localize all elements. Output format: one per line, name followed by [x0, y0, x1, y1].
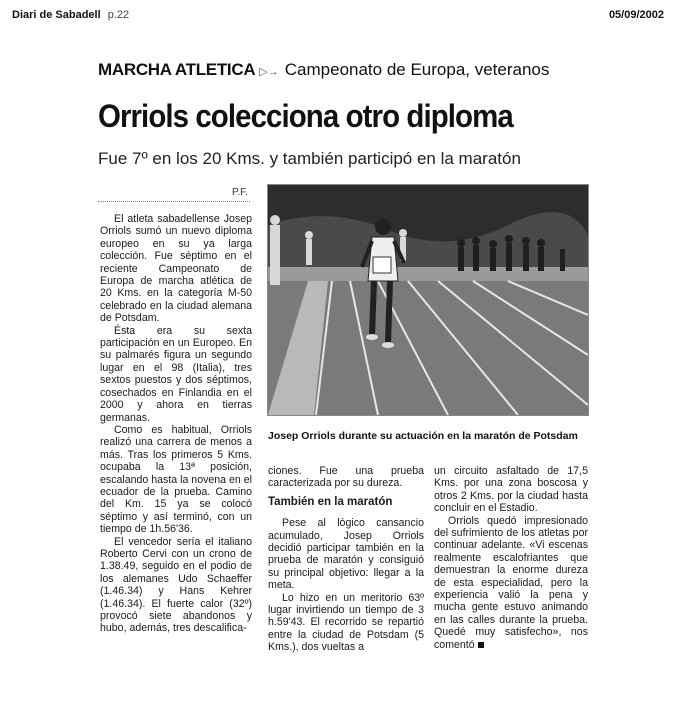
paragraph: Ésta era su sexta participación en un Europeo. En su palmarés figura un segundo lugar en el 98 (Italia), tres sextos puestos y dos séptimos, cosechados en Finlandia en el 2000 y ahora en tierras germanas.	[100, 324, 252, 424]
article-column-3	[434, 465, 588, 651]
article-column-1	[100, 213, 252, 635]
paragraph: Pese al lógico cansancio acumulado, Josep Orriols decidió participar también en la prueba de maratón y consiguió su principal objetivo: llegar a la meta.	[268, 517, 424, 592]
article-column-2	[268, 465, 424, 654]
paragraph: un circuito asfaltado de 17,5 Kms. por una zona boscosa y otros 2 Kms. por la ciudad hasta concluir en el Estadio.	[434, 465, 588, 515]
author-initials: P.F.	[232, 187, 248, 198]
page-number: p.22	[107, 9, 130, 21]
arrow-icon: ▷→	[259, 66, 279, 78]
race-photo-illustration	[268, 185, 588, 415]
byline-rule	[98, 201, 250, 202]
publication-date: 05/09/2002	[608, 9, 664, 21]
section-label: MARCHA ATLETICA	[98, 60, 256, 79]
paragraph: El atleta sabadellense Josep Orriols sumó un nuevo diploma europeo en su ya larga colección. Fue séptimo en el reciente Campeonato de Europa de marcha atlética de 20 Kms. en la categoría M-50 celebrado en la ciudad alemana de Potsdam.	[100, 213, 252, 325]
subtitle: Fue 7º en los 20 Kms. y también participó en la maratón	[98, 149, 521, 168]
paragraph: El vencedor sería el italiano Roberto Cervi con un crono de 1.38.49, seguido en el podio de los alemanes Udo Schaeffer (1.46.34) y Hans Kehrer (1.46.34). El fuerte calor (32º) provocó siete abandonos y hubo, además, tres descalifica-	[100, 535, 252, 635]
newspaper-header	[12, 9, 129, 21]
section-line	[98, 60, 549, 80]
paragraph-final	[434, 515, 588, 651]
article-photo	[267, 184, 589, 416]
photo-caption: Josep Orriols durante su actuación en la maratón de Potsdam	[268, 430, 578, 442]
paragraph: Lo hizo en un meritorio 63º lugar invirtiendo un tiempo de 3 h.59'43. El recorrido se repartió entre la ciudad de Potsdam (5 Kms.), dos vueltas a	[268, 591, 424, 654]
kicker: Campeonato de Europa, veteranos	[284, 60, 550, 79]
paragraph: ciones. Fue una prueba caracterizada por su dureza.	[268, 465, 424, 490]
publication-name: Diari de Sabadell	[12, 9, 101, 21]
subheading: También en la maratón	[268, 495, 393, 508]
paragraph-text: Orriols quedó impresionado del sufrimiento de los atletas por continuar adelante. «Vi escenas realmente escalofriantes que demuestran la enorme dureza de esta especialidad, pero la experiencia valió la pena y mucha gente estuvo animando en las calles durante la prueba. Quedé muy satisfecho», nos comentó	[434, 514, 588, 651]
headline: Orriols colecciona otro diploma	[98, 98, 513, 134]
paragraph: Como es habitual, Orriols realizó una carrera de menos a más. Tras los primeros 5 Kms. ocupaba la 13ª posición, escalando hasta la novena en el ecuador de la prueba. Camino del Km. 15 ya se colocó séptimo y así terminó, con un tiempo de 1h.56'36.	[100, 423, 252, 536]
end-of-article-icon	[478, 642, 484, 648]
